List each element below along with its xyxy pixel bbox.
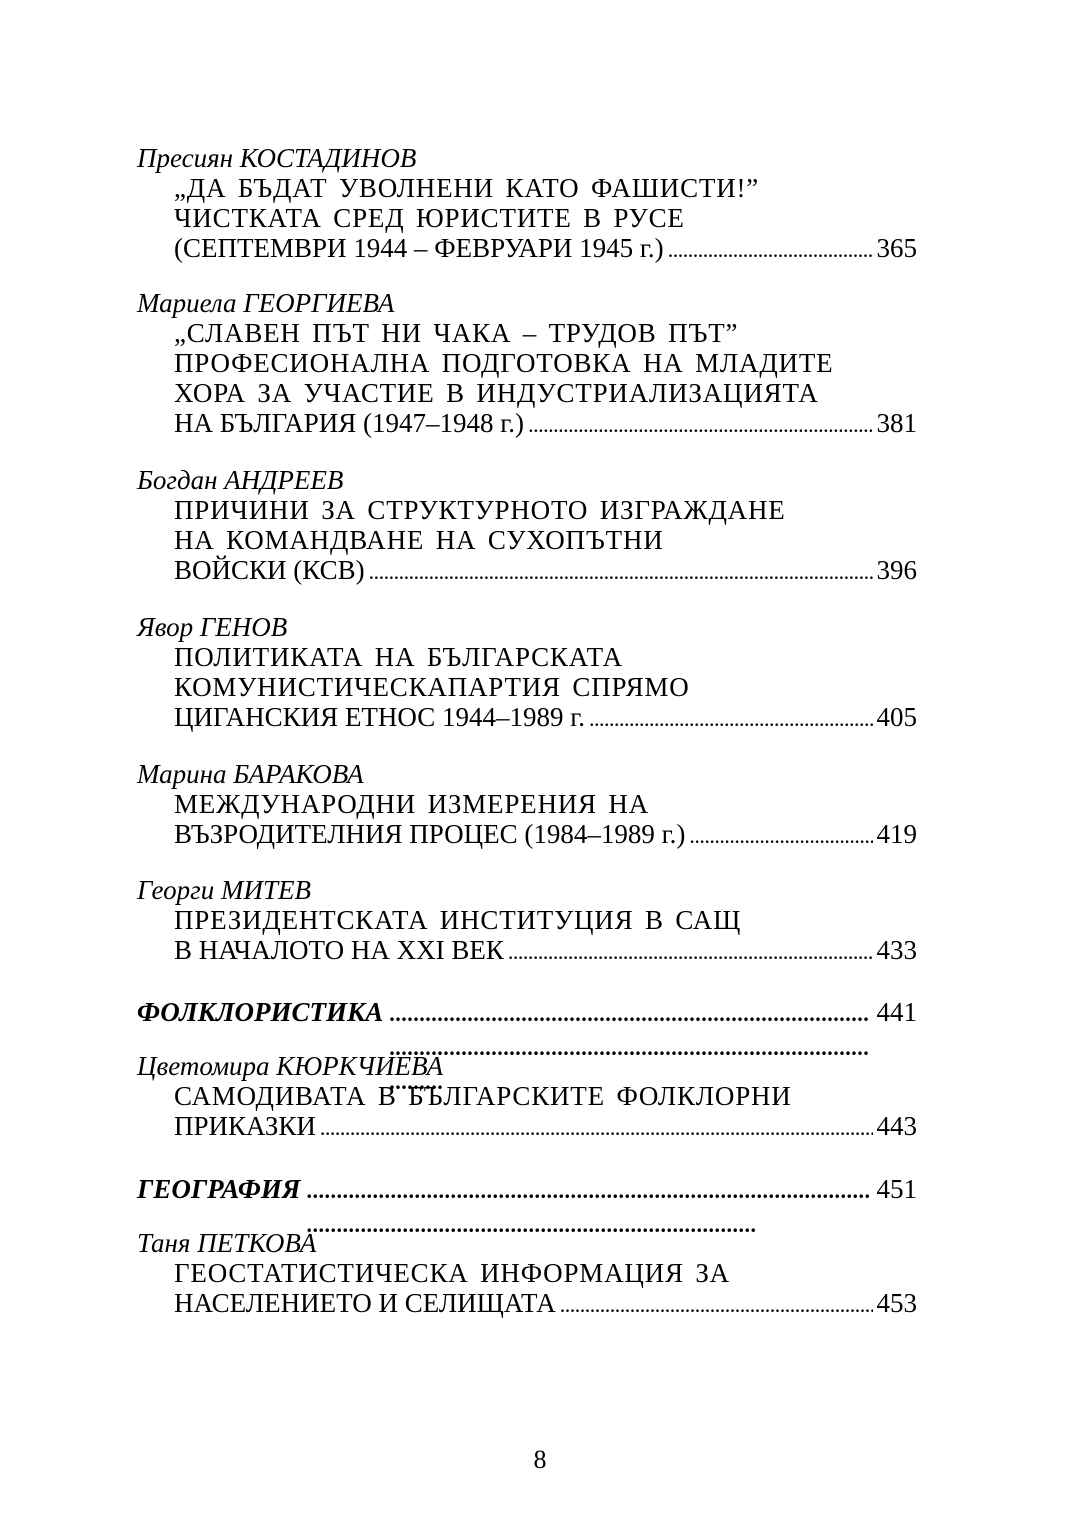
toc-entry <box>137 875 917 965</box>
entry-author: Марина БАРАКОВА <box>137 759 364 789</box>
entry-title-line: НА БЪЛГАРИЯ (1947–1948 г.) <box>174 408 525 438</box>
entry-title-line: КОМУНИСТИЧЕСКАПАРТИЯ СПРЯМО <box>174 672 690 702</box>
entry-title-last-line <box>137 555 917 585</box>
dot-leader <box>689 819 872 851</box>
entry-title-line: ВОЙСКИ (КСВ) <box>174 555 365 585</box>
entry-page-number: 405 <box>876 702 917 732</box>
entry-title-line: ВЪЗРОДИТЕЛНИЯ ПРОЦЕС (1984–1989 г.) <box>174 819 686 849</box>
entry-title-last-line <box>137 1111 917 1141</box>
entry-author: Богдан АНДРЕЕВ <box>137 465 344 495</box>
entry-title-line: (СЕПТЕМВРИ 1944 – ФЕВРУАРИ 1945 г.) <box>174 233 664 263</box>
entry-page-number: 381 <box>876 408 917 438</box>
entry-page-number: 365 <box>876 233 917 263</box>
entry-page-number: 433 <box>876 935 917 965</box>
entry-title-last-line <box>137 702 917 732</box>
entry-title-last-line <box>137 819 917 849</box>
toc-entry <box>137 612 917 732</box>
entry-author: Мариела ГЕОРГИЕВА <box>137 288 395 318</box>
entry-author: Пресиян КОСТАДИНОВ <box>137 143 417 173</box>
entry-title-line: В НАЧАЛОТО НА XXI ВЕК <box>174 935 504 965</box>
entry-title-last-line <box>137 935 917 965</box>
entry-title-line: ЧИСТКАТА СРЕД ЮРИСТИТЕ В РУСЕ <box>174 203 685 233</box>
entry-title-line: ПРИЧИНИ ЗА СТРУКТУРНОТО ИЗГРАЖДАНЕ <box>174 495 786 525</box>
toc-entry <box>137 465 917 585</box>
toc-entry <box>137 1051 917 1141</box>
section-heading-geography <box>137 1173 917 1205</box>
dot-leader <box>668 233 873 265</box>
entry-title-line: ПРОФЕСИОНАЛНА ПОДГОТОВКА НА МЛАДИТЕ <box>174 348 834 378</box>
dot-leader <box>320 1111 873 1143</box>
entry-title-line: ЦИГАНСКИЯ ЕТНОС 1944–1989 г. <box>174 702 586 732</box>
entry-title-line: „СЛАВЕН ПЪТ НИ ЧАКА – ТРУДОВ ПЪТ” <box>174 318 739 348</box>
toc-entry <box>137 759 917 849</box>
section-title: ФОЛКЛОРИСТИКА <box>137 997 384 1027</box>
entry-title-last-line <box>137 408 917 438</box>
entry-title-line: НА КОМАНДВАНЕ НА СУХОПЪТНИ <box>174 525 664 555</box>
entry-title-line: ПРИКАЗКИ <box>174 1111 316 1141</box>
entry-title-last-line <box>137 1288 917 1318</box>
entry-title-line: ГЕОСТАТИСТИЧЕСКА ИНФОРМАЦИЯ ЗА <box>174 1258 730 1288</box>
entry-author: Таня ПЕТКОВА <box>137 1228 317 1258</box>
toc-entry <box>137 288 917 438</box>
section-title: ГЕОГРАФИЯ <box>137 1174 301 1204</box>
entry-title-line: „ДА БЪДАТ УВОЛНЕНИ КАТО ФАШИСТИ!” <box>174 173 760 203</box>
entry-page-number: 396 <box>876 555 917 585</box>
section-heading-folklore <box>137 996 917 1028</box>
entry-author: Явор ГЕНОВ <box>137 612 288 642</box>
entry-title-line: ХОРА ЗА УЧАСТИЕ В ИНДУСТРИАЛИЗАЦИЯТА <box>174 378 819 408</box>
toc-entry <box>137 143 917 263</box>
dot-leader <box>508 935 873 967</box>
page-number: 8 <box>533 1445 547 1474</box>
entry-author: Георги МИТЕВ <box>137 875 311 905</box>
toc-entry <box>137 1228 917 1318</box>
section-page-number: 441 <box>876 997 917 1027</box>
entry-page-number: 419 <box>876 819 917 849</box>
entry-page-number: 443 <box>876 1111 917 1141</box>
section-page-number: 451 <box>876 1174 917 1204</box>
entry-title-line: МЕЖДУНАРОДНИ ИЗМЕРЕНИЯ НА <box>174 789 650 819</box>
entry-title-line: НАСЕЛЕНИЕТО И СЕЛИЩАТА <box>174 1288 556 1318</box>
dot-leader <box>589 702 872 734</box>
entry-title-line: САМОДИВАТА В БЪЛГАРСКИТЕ ФОЛКЛОРНИ <box>174 1081 792 1111</box>
entry-title-line: ПРЕЗИДЕНТСКАТА ИНСТИТУЦИЯ В САЩ <box>174 905 742 935</box>
entry-title-line: ПОЛИТИКАТА НА БЪЛГАРСКАТА <box>174 642 623 672</box>
dot-leader <box>369 555 873 587</box>
entry-page-number: 453 <box>876 1288 917 1318</box>
dot-leader <box>560 1288 873 1320</box>
entry-author: Цветомира КЮРКЧИЕВА <box>137 1051 444 1081</box>
entry-title-last-line <box>137 233 917 263</box>
dot-leader <box>528 408 872 440</box>
